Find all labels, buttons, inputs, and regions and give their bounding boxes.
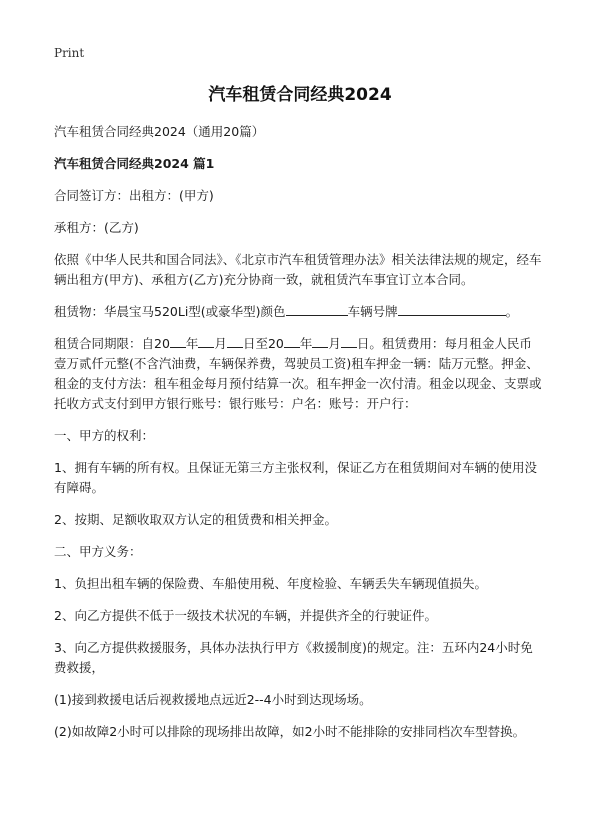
year-blank-2 [284, 335, 300, 348]
duties-item-1: 1、负担出租车辆的保险费、车船使用税、年度检验、车辆丢失车辆现值损失。 [54, 576, 487, 591]
section-heading: 汽车租赁合同经典2024 篇1 [54, 156, 215, 171]
term-year-1: 年 [185, 336, 199, 351]
year-blank-1 [170, 335, 186, 348]
term-month-2: 月 [328, 336, 341, 351]
paragraph-signing: 合同签订方：出租方：(甲方) [54, 188, 214, 203]
document-body [54, 122, 544, 754]
term-rest: 日。租赁费用：每月租金人民币壹万贰仟元整(不含汽油费，车辆保养费，驾驶员工资)租车押金一辆：陆万元整。押金、租金的支付方法：租车租金每月预付结算一次。租车押金一次付清。租金以现金、支票或托收方式支付到甲方银行账号：银行账号：户名：账号：开户行： [54, 336, 542, 411]
month-blank-1 [198, 335, 214, 348]
day-blank-2 [341, 335, 357, 348]
rights-item-1: 1、拥有车辆的所有权。且保证无第三方主张权利，保证乙方在租赁期间对车辆的使用没有障碍。 [54, 460, 537, 495]
term-start: 租赁合同期限：自20 [54, 336, 170, 351]
color-blank [286, 303, 348, 316]
paragraph-lessee: 承租方：(乙方) [54, 220, 139, 235]
rental-item-end: 。 [505, 304, 519, 319]
rental-item-text: 租赁物：华晨宝马520Li型(或豪华型)颜色 [54, 304, 286, 319]
duties-item-3-sub-2: (2)如故障2小时可以排除的现场排出故障，如2小时不能排除的安排同档次车型替换。 [54, 724, 526, 739]
duties-item-2: 2、向乙方提供不低于一级技术状况的车辆，并提供齐全的行驶证件。 [54, 608, 437, 623]
rights-item-2: 2、按期、足额收取双方认定的租赁费和相关押金。 [54, 512, 337, 527]
heading-rights: 一、甲方的权利： [54, 428, 155, 443]
heading-duties: 二、甲方义务： [54, 544, 142, 559]
duties-item-3: 3、向乙方提供救援服务，具体办法执行甲方《救援制度)的规定。注：五环内24小时免费救援， [54, 640, 533, 675]
paragraph-term [54, 334, 544, 414]
month-blank-2 [312, 335, 328, 348]
plate-label: 车辆号牌 [347, 304, 398, 319]
paragraph-rental-item [54, 302, 544, 322]
plate-blank [398, 303, 506, 316]
paragraph-basis: 依照《中华人民共和国合同法》、《北京市汽车租赁管理办法》相关法律法规的规定，经车辆出租方(甲方)、承租方(乙方)充分协商一致，就租赁汽车事宜订立本合同。 [54, 252, 542, 287]
document-subtitle: 汽车租赁合同经典2024（通用20篇） [54, 124, 265, 139]
print-link[interactable]: Print [54, 46, 85, 60]
term-day-1: 日至20 [242, 336, 284, 351]
term-year-2: 年 [299, 336, 313, 351]
duties-item-3-sub-1: (1)接到救援电话后视救援地点远近2--4小时到达现场场。 [54, 692, 372, 707]
day-blank-1 [227, 335, 243, 348]
term-month-1: 月 [214, 336, 227, 351]
document-title: 汽车租赁合同经典2024 [208, 85, 392, 105]
